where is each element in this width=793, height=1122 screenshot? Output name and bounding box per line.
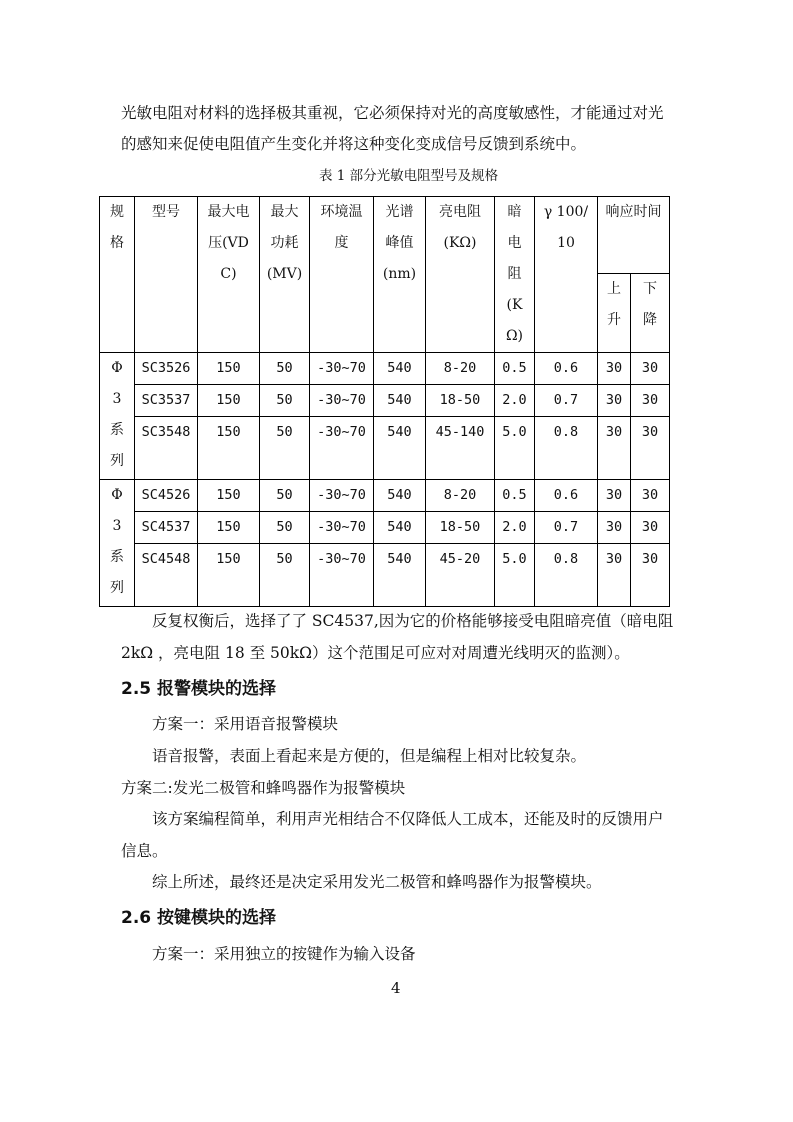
table-row bbox=[100, 417, 670, 480]
gamma-cell: 0.8 bbox=[535, 544, 598, 607]
vdc-cell: 150 bbox=[198, 417, 260, 480]
rise-cell: 30 bbox=[598, 512, 631, 544]
table-header-row bbox=[100, 197, 670, 274]
table-row bbox=[100, 512, 670, 544]
header-max-voltage: 最大电压(VDC) bbox=[198, 197, 260, 353]
fall-cell: 30 bbox=[631, 480, 670, 512]
header-fall: 下降 bbox=[631, 274, 670, 353]
fall-cell: 30 bbox=[631, 512, 670, 544]
rise-cell: 30 bbox=[598, 480, 631, 512]
header-model: 型号 bbox=[135, 197, 198, 353]
temp-cell: -30~70 bbox=[310, 512, 374, 544]
dark-cell: 0.5 bbox=[495, 480, 535, 512]
light-cell: 45-140 bbox=[426, 417, 495, 480]
plan2-alarm-desc-1: 该方案编程简单，利用声光相结合不仅降低人工成本，还能及时的反馈用户 bbox=[152, 810, 664, 828]
series-cell: Φ3系列 bbox=[100, 480, 135, 607]
header-dark-resistance: 暗电阻(KΩ) bbox=[495, 197, 535, 353]
rise-cell: 30 bbox=[598, 417, 631, 480]
temp-cell: -30~70 bbox=[310, 544, 374, 607]
header-rise: 上升 bbox=[598, 274, 631, 353]
model-cell: SC4526 bbox=[135, 480, 198, 512]
gamma-cell: 0.8 bbox=[535, 417, 598, 480]
plan1-button: 方案一：采用独立的按键作为输入设备 bbox=[152, 945, 416, 963]
temp-cell: -30~70 bbox=[310, 353, 374, 385]
peak-cell: 540 bbox=[374, 544, 426, 607]
fall-cell: 30 bbox=[631, 417, 670, 480]
light-cell: 8-20 bbox=[426, 353, 495, 385]
header-gamma: γ 100/10 bbox=[535, 197, 598, 353]
dark-cell: 5.0 bbox=[495, 544, 535, 607]
light-cell: 45-20 bbox=[426, 544, 495, 607]
vdc-cell: 150 bbox=[198, 512, 260, 544]
rise-cell: 30 bbox=[598, 353, 631, 385]
peak-cell: 540 bbox=[374, 417, 426, 480]
temp-cell: -30~70 bbox=[310, 480, 374, 512]
fall-cell: 30 bbox=[631, 385, 670, 417]
vdc-cell: 150 bbox=[198, 353, 260, 385]
gamma-cell: 0.7 bbox=[535, 385, 598, 417]
section-heading-2-5: 2.5 报警模块的选择 bbox=[121, 679, 277, 699]
header-light-resistance: 亮电阻(KΩ) bbox=[426, 197, 495, 353]
plan1-alarm-desc: 语音报警，表面上看起来是方便的，但是编程上相对比较复杂。 bbox=[152, 747, 587, 765]
series-cell: Φ3系列 bbox=[100, 353, 135, 480]
mw-cell: 50 bbox=[260, 480, 310, 512]
model-cell: SC3526 bbox=[135, 353, 198, 385]
mw-cell: 50 bbox=[260, 417, 310, 480]
table-row bbox=[100, 544, 670, 607]
header-max-power: 最大功耗(MV) bbox=[260, 197, 310, 353]
table-row bbox=[100, 353, 670, 385]
dark-cell: 2.0 bbox=[495, 512, 535, 544]
fall-cell: 30 bbox=[631, 353, 670, 385]
peak-cell: 540 bbox=[374, 512, 426, 544]
model-cell: SC4537 bbox=[135, 512, 198, 544]
choice-line-2: 2kΩ ，亮电阻 18 至 50kΩ）这个范围足可应对对周遭光线明灭的监测）。 bbox=[121, 644, 630, 662]
header-spec: 规格 bbox=[100, 197, 135, 353]
light-cell: 18-50 bbox=[426, 385, 495, 417]
plan2-alarm-desc-2: 信息。 bbox=[121, 842, 168, 860]
dark-cell: 0.5 bbox=[495, 353, 535, 385]
dark-cell: 5.0 bbox=[495, 417, 535, 480]
intro-line-2: 的感知来促使电阻值产生变化并将这种变化变成信号反馈到系统中。 bbox=[121, 135, 587, 153]
page-number: 4 bbox=[391, 979, 401, 997]
gamma-cell: 0.6 bbox=[535, 353, 598, 385]
gamma-cell: 0.6 bbox=[535, 480, 598, 512]
rise-cell: 30 bbox=[598, 544, 631, 607]
model-cell: SC4548 bbox=[135, 544, 198, 607]
plan1-alarm: 方案一：采用语音报警模块 bbox=[152, 715, 339, 733]
mw-cell: 50 bbox=[260, 385, 310, 417]
vdc-cell: 150 bbox=[198, 385, 260, 417]
light-cell: 18-50 bbox=[426, 512, 495, 544]
section-heading-2-6: 2.6 按键模块的选择 bbox=[121, 908, 277, 928]
table-caption: 表 1 部分光敏电阻型号及规格 bbox=[319, 168, 499, 184]
vdc-cell: 150 bbox=[198, 480, 260, 512]
intro-line-1: 光敏电阻对材料的选择极其重视，它必须保持对光的高度敏感性，才能通过对光 bbox=[121, 104, 664, 122]
table-row bbox=[100, 480, 670, 512]
mw-cell: 50 bbox=[260, 512, 310, 544]
rise-cell: 30 bbox=[598, 385, 631, 417]
fall-cell: 30 bbox=[631, 544, 670, 607]
vdc-cell: 150 bbox=[198, 544, 260, 607]
mw-cell: 50 bbox=[260, 353, 310, 385]
header-spectral-peak: 光谱峰值(nm) bbox=[374, 197, 426, 353]
peak-cell: 540 bbox=[374, 353, 426, 385]
peak-cell: 540 bbox=[374, 385, 426, 417]
model-cell: SC3537 bbox=[135, 385, 198, 417]
light-cell: 8-20 bbox=[426, 480, 495, 512]
dark-cell: 2.0 bbox=[495, 385, 535, 417]
peak-cell: 540 bbox=[374, 480, 426, 512]
model-cell: SC3548 bbox=[135, 417, 198, 480]
mw-cell: 50 bbox=[260, 544, 310, 607]
plan2-alarm: 方案二:发光二极管和蜂鸣器作为报警模块 bbox=[121, 779, 406, 797]
gamma-cell: 0.7 bbox=[535, 512, 598, 544]
header-response-time: 响应时间 bbox=[598, 197, 670, 274]
choice-line-1: 反复权衡后，选择了了 SC4537,因为它的价格能够接受电阻暗亮值（暗电阻 bbox=[152, 612, 674, 630]
table-row bbox=[100, 385, 670, 417]
temp-cell: -30~70 bbox=[310, 417, 374, 480]
temp-cell: -30~70 bbox=[310, 385, 374, 417]
alarm-conclusion: 综上所述，最终还是决定采用发光二极管和蜂鸣器作为报警模块。 bbox=[152, 873, 602, 891]
header-env-temp: 环境温度 bbox=[310, 197, 374, 353]
resistor-spec-table bbox=[99, 196, 670, 607]
